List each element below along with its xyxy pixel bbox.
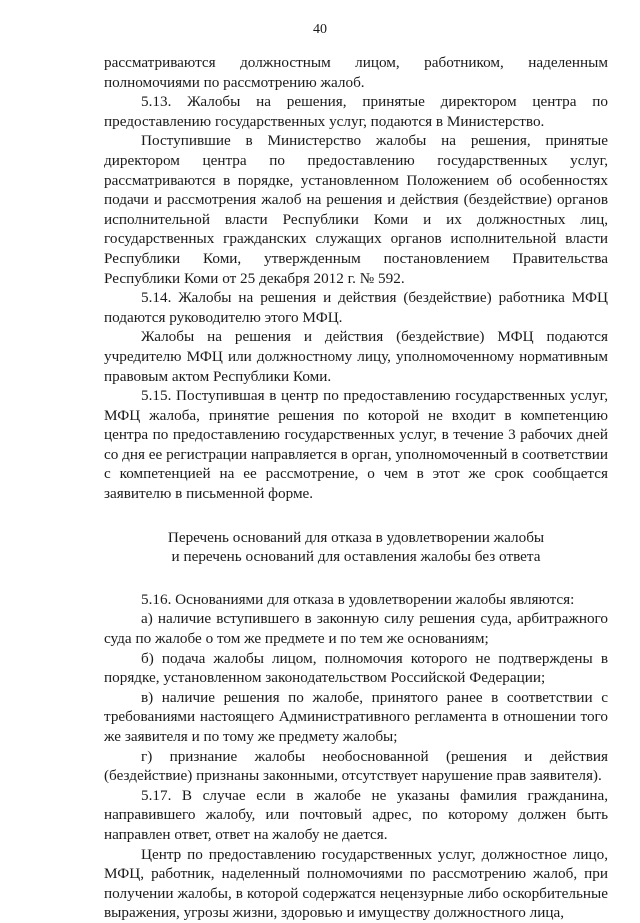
heading-line: Перечень оснований для отказа в удовлетворении жалобы xyxy=(167,528,545,546)
paragraph: б) подача жалобы лицом, полномочия которого не подтверждены в порядке, установленном законодательством Российской Федерации; xyxy=(104,649,608,687)
document-body xyxy=(104,53,608,923)
paragraph: г) признание жалобы необоснованной (решения и действия (бездействие) признаны законными, отсутствует нарушение прав заявителя). xyxy=(104,747,608,785)
section-heading xyxy=(104,528,608,567)
paragraph: Центр по предоставлению государственных услуг, должностное лицо, МФЦ, работник, наделенный полномочиями по рассмотрению жалоб, при получении жалобы, в которой содержатся нецензурные либо оскорбительные выражения, угрозы жизни, здоровью и имуществу должностного лица, xyxy=(104,845,608,922)
section-top xyxy=(104,53,608,504)
paragraph: рассматриваются должностным лицом, работником, наделенным полномочиями по рассмотрению жалоб. xyxy=(104,54,608,91)
paragraph: 5.14. Жалобы на решения и действия (бездействие) работника МФЦ подаются руководителю этого МФЦ. xyxy=(104,289,608,326)
paragraph: 5.13. Жалобы на решения, принятые директором центра по предоставлению государственных услуг, подаются в Министерство. xyxy=(104,93,608,130)
paragraph: а) наличие вступившего в законную силу решения суда, арбитражного суда по жалобе о том же предмете и по тем же основаниям; xyxy=(104,610,608,648)
paragraph: 5.17. В случае если в жалобе не указаны фамилия гражданина, направившего жалобу, или почтовый адрес, по которому должен быть направлен ответ, ответ на жалобу не дается. xyxy=(104,786,608,843)
paragraph: Поступившие в Министерство жалобы на решения, принятые директором центра по предоставлению государственных услуг, рассматриваются в порядке, установленном Положением об особенностях подачи и рассмотрения жалоб на решения и действия (бездействие) органов исполнительной власти Республики Коми и их должностных лиц, государственных гражданских служащих органов исполнительной власти Республики Коми, утвержденным постановлением Правительства Республики Коми от 25 декабря 2012 г. № 592. xyxy=(104,132,608,287)
section-bottom xyxy=(104,590,608,923)
paragraph: в) наличие решения по жалобе, принятого ранее в соответствии с требованиями настоящего Административного регламента в отношении того же заявителя и по тому же предмету жалобы; xyxy=(104,688,608,745)
paragraph: 5.16. Основаниями для отказа в удовлетворении жалобы являются: xyxy=(141,590,575,608)
page-number: 40 xyxy=(313,22,327,37)
heading-line: и перечень оснований для оставления жалобы без ответа xyxy=(171,548,541,566)
paragraph: Жалобы на решения и действия (бездействие) МФЦ подаются учредителю МФЦ или должностному лицу, уполномоченному нормативным правовым актом Республики Коми. xyxy=(104,328,608,385)
paragraph: 5.15. Поступившая в центр по предоставлению государственных услуг, МФЦ жалоба, принятие решения по которой не входит в компетенцию центра по предоставлению государственных услуг, в течение 3 рабочих дней со дня ее регистрации направляется в орган, уполномоченный в соответствии с компетенцией на ее рассмотрение, о чем в этот же срок сообщается заявителю в письменной форме. xyxy=(104,387,608,503)
